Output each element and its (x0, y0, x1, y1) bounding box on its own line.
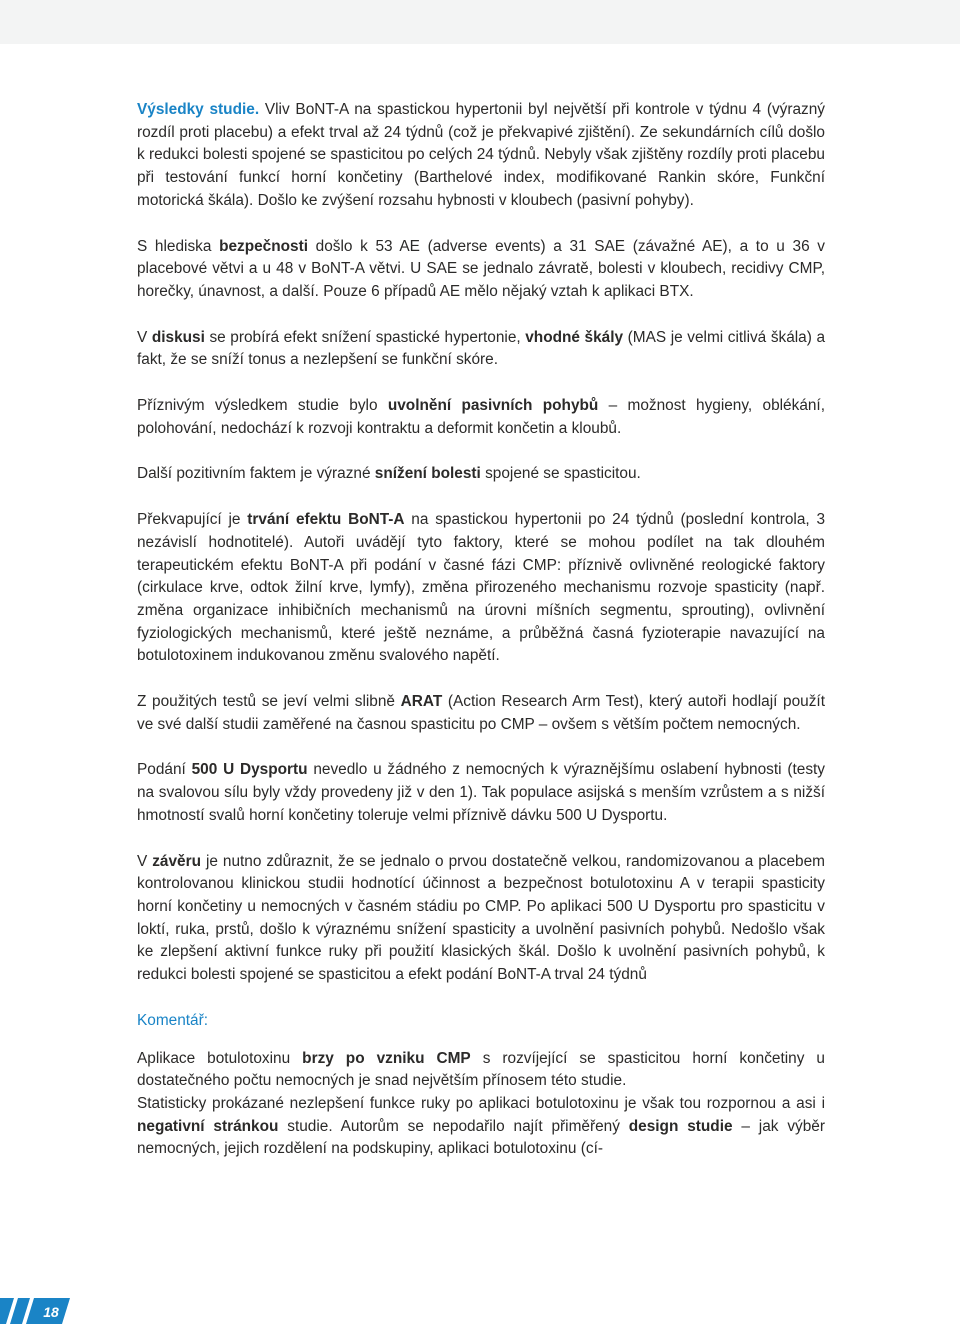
bold-text: brzy po vzniku CMP (302, 1049, 471, 1067)
text-span: S hlediska (137, 237, 220, 255)
text-span: Z použitých testů se jeví velmi slibně (137, 693, 401, 711)
text-span: (Action Research Arm Test), který autoři hodlají použít ve své další studii zaměřené na časnou spasticitu po CMP – ovšem s větším počtem nemocných. (137, 693, 825, 733)
paragraph (137, 395, 825, 440)
text-span: je nutno zdůraznit, že se jednalo o prvou dostatečně velkou, randomizovanou a placebem kontrolovanou klinickou studii hodnotící účinnost a bezpečnost botulotoxinu A v terapii spasticity horní končetiny u nemocných v časném stádiu po CMP. Po aplikaci 500 U Dysportu pro spasticitu v loktí, ruka, prstů, došlo k výraznému snížení spasticity a uvolnění pasivních pohybů. Nedošlo však ke zlepšení aktivní funkce ruky při použití klasických škál. Došlo k uvolnění pasivních pohybů, k redukci bolesti spojené se spasticitou a efekt podání BoNT-A trval 24 týdnů (137, 852, 825, 984)
bold-text: bezpečnosti (219, 237, 309, 255)
text-span: Příznivým výsledkem studie bylo (137, 397, 388, 415)
text-span: Statisticky prokázané nezlepšení funkce ruky po aplikaci botulotoxinu je však tou rozpornou a asi i (137, 1094, 825, 1112)
bold-text: 500 U Dysportu (191, 761, 308, 779)
top-band (0, 0, 960, 44)
text-span: Překvapující je (137, 511, 248, 529)
paragraph (137, 851, 825, 987)
text-span: nevedlo u žádného z nemocných k výraznějšímu oslabení hybnosti (testy na svalovou sílu byly vždy provedeny již v den 1). Tak populace asijská s menším vzrůstem a s nižší hmotností svalů horní končetiny toleruje velmi příznivě dávku 500 U Dysportu. (137, 761, 825, 824)
paragraph (137, 691, 825, 736)
text-span: Další pozitivním faktem je výrazné (137, 465, 375, 483)
text-span: na spastickou hypertonii po 24 týdnů (poslední kontrola, 3 nezávislí hodnotitelé). Autoři uvádějí tyto faktory, které se mohou podílet na tak dlouhém terapeutickém efektu BoNT-A při podání v časné fázi CMP: příznivě ovlivněné reologické faktory (cirkulace krve, odtok žilní krve, lymfy), změna přirozeného mechanismu rozvoje spasticity (např. změna organizace inhibičních mechanismů na úrovni míšních segmentu, sprouting), ovlivnění fyziologických mechanismů, které ještě neznáme, a průběžná časná fyzioterapie navazující na botulotoxinem indukovanou změnu svalového napětí. (137, 511, 826, 665)
paragraph (137, 1048, 825, 1093)
bold-text: design studie (628, 1117, 733, 1135)
text-span: Aplikace botulotoxinu (137, 1049, 303, 1067)
page-number: 18 (43, 1304, 59, 1320)
bold-text: negativní stránkou (137, 1117, 279, 1135)
comment-paragraphs (137, 1048, 825, 1162)
bold-text: snížení bolesti (374, 465, 481, 483)
text-span: – jak výběr nemocných, jejich rozdělení na podskupiny, aplikaci botulotoxinu (cí- (137, 1117, 825, 1158)
text-span: spojené se spasticitou. (480, 465, 641, 483)
text-span: Vliv BoNT-A na spastickou hypertonii byl největší při kontrole v týdnu 4 (výrazný rozdíl proti placebu) a efekt trval až 24 týdnů (což je překvapivé zjištění). Ze sekundárních cílů došlo k redukci bolesti spojené se spasticitou po celých 24 týdnů. Nebyly však zjištěny rozdíly proti placebu při testování funkcí horní končetiny (Barthelové index, modifikované Rankin skóre, Funkční motorická škála). Došlo ke zvýšení rozsahu hybnosti v kloubech (pasivní pohyby). (137, 101, 825, 209)
text-span: se probírá efekt snížení spastické hypertonie, (204, 328, 526, 346)
text-span: studie. Autorům se nepodařilo najít přiměřený (278, 1117, 629, 1135)
badge-bar-2 (10, 1298, 30, 1324)
text-span: V (137, 852, 153, 870)
paragraph (137, 327, 825, 372)
article-body (137, 99, 825, 1161)
paragraph (137, 463, 825, 486)
paragraph (137, 1093, 825, 1161)
text-span: došlo k 53 AE (adverse events) a 31 SAE (závažné AE), a to u 36 v placebové větvi a u 48 v BoNT-A větvi. U SAE se jednalo závratě, bolesti v kloubech, recidivy CMP, horečky, únavnost, a další. Pouze 6 případů AE mělo nějaký vztah k aplikaci BTX. (137, 237, 825, 300)
text-span: V (137, 328, 152, 346)
text-span: (MAS je velmi citlivá škála) a fakt, že se sníží tonus a nezlepšení se funkční skóre. (137, 328, 826, 369)
paragraph (137, 99, 825, 213)
text-span: Podání (137, 761, 192, 779)
bold-text: vhodné škály (525, 328, 624, 346)
paragraph (137, 509, 825, 668)
paragraphs (137, 99, 825, 987)
comment-heading: Komentář: (137, 1011, 209, 1029)
bold-text: Výsledky studie. (137, 101, 260, 118)
text-span: s rozvíjející se spasticitou horní končetiny u dostatečného počtu nemocných je snad největším přínosem této studie. (137, 1049, 825, 1090)
bold-text: diskusi (151, 328, 205, 346)
paragraph (137, 236, 825, 304)
text-span: – možnost hygieny, oblékání, polohování, nedochází k rozvoji kontraktu a deformit končetin a kloubů. (137, 397, 825, 437)
bold-text: trvání efektu BoNT-A (247, 511, 405, 529)
bold-text: ARAT (400, 693, 443, 711)
bold-text: uvolnění pasivních pohybů (387, 397, 599, 415)
bold-text: závěru (152, 852, 201, 870)
paragraph (137, 759, 825, 827)
